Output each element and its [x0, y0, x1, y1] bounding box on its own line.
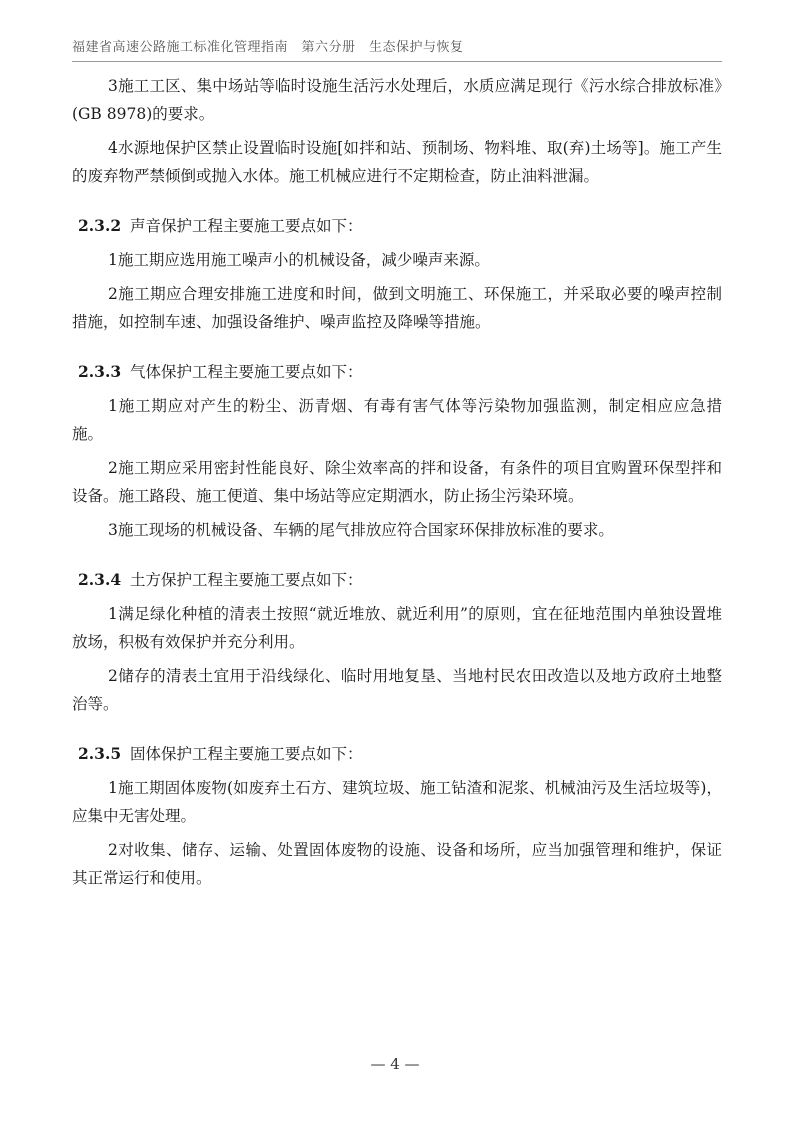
item-text: 施工现场的机械设备、车辆的尾气排放应符合国家环保排放标准的要求。: [117, 521, 614, 539]
item-number: 4: [108, 139, 118, 157]
item-number: 2: [108, 841, 118, 859]
item-text: 施工期固体废物(如废弃土石方、建筑垃圾、施工钻渣和泥浆、机械油污及生活垃圾等)，应集中无害处理。: [72, 779, 722, 825]
section-title: 声音保护工程主要施工要点如下：: [130, 217, 363, 235]
section-title: 土方保护工程主要施工要点如下：: [130, 571, 363, 589]
list-item: [72, 392, 722, 448]
section-number: 2.3.5: [78, 744, 122, 763]
section-2-3-5: [72, 740, 722, 892]
section-2-3-4: [72, 566, 722, 718]
document-body: [72, 72, 722, 898]
list-item: [72, 600, 722, 656]
section-number: 2.3.4: [78, 570, 122, 589]
section-number: 2.3.3: [78, 362, 122, 381]
list-item: [72, 774, 722, 830]
section-2-3-3: [72, 358, 722, 544]
list-item: [72, 246, 722, 274]
item-text: 施工工区、集中场站等临时设施生活污水处理后，水质应满足现行《污水综合排放标准》(GB 8978)的要求。: [72, 77, 722, 123]
list-item: [72, 454, 722, 510]
item-number: 3: [108, 521, 118, 539]
item-number: 1: [108, 397, 118, 415]
section-title: 固体保护工程主要施工要点如下：: [130, 745, 363, 763]
running-header: 福建省高速公路施工标准化管理指南 第六分册 生态保护与恢复: [72, 40, 464, 55]
list-item: [72, 134, 722, 190]
item-number: 1: [108, 779, 118, 797]
item-number: 1: [108, 251, 118, 269]
section-heading: [72, 212, 722, 240]
item-text: 施工期应对产生的粉尘、沥青烟、有毒有害气体等污染物加强监测，制定相应应急措施。: [72, 397, 722, 443]
list-item: [72, 836, 722, 892]
list-item: [72, 72, 722, 128]
list-item: [72, 662, 722, 718]
page-number: — 4 —: [370, 1055, 420, 1073]
item-text: 对收集、储存、运输、处置固体废物的设施、设备和场所，应当加强管理和维护，保证其正常运行和使用。: [72, 841, 722, 887]
section-number: 2.3.2: [78, 216, 122, 235]
item-text: 储存的清表土宜用于沿线绿化、临时用地复垦、当地村民农田改造以及地方政府土地整治等。: [72, 667, 722, 713]
list-item: [72, 516, 722, 544]
section-heading: [72, 566, 722, 594]
list-item: [72, 280, 722, 336]
item-text: 满足绿化种植的清表土按照“就近堆放、就近利用”的原则，宜在征地范围内单独设置堆放场，积极有效保护并充分利用。: [72, 605, 722, 651]
item-text: 施工期应采用密封性能良好、除尘效率高的拌和设备，有条件的项目宜购置环保型拌和设备。施工路段、施工便道、集中场站等应定期洒水，防止扬尘污染环境。: [72, 459, 722, 505]
item-text: 施工期应选用施工噪声小的机械设备，减少噪声来源。: [117, 251, 490, 269]
section-2-3-2: [72, 212, 722, 336]
item-number: 1: [108, 605, 118, 623]
item-number: 2: [108, 459, 118, 477]
header-rule: [72, 61, 722, 62]
section-heading: [72, 740, 722, 768]
section-title: 气体保护工程主要施工要点如下：: [130, 363, 363, 381]
item-number: 2: [108, 285, 118, 303]
item-number: 2: [108, 667, 118, 685]
section-heading: [72, 358, 722, 386]
item-number: 3: [108, 77, 118, 95]
item-text: 施工期应合理安排施工进度和时间，做到文明施工、环保施工，并采取必要的噪声控制措施，如控制车速、加强设备维护、噪声监控及降噪等措施。: [72, 285, 722, 331]
item-text: 水源地保护区禁止设置临时设施[如拌和站、预制场、物料堆、取(弃)土场等]。施工产生的废弃物严禁倾倒或抛入水体。施工机械应进行不定期检查，防止油料泄漏。: [72, 139, 722, 185]
